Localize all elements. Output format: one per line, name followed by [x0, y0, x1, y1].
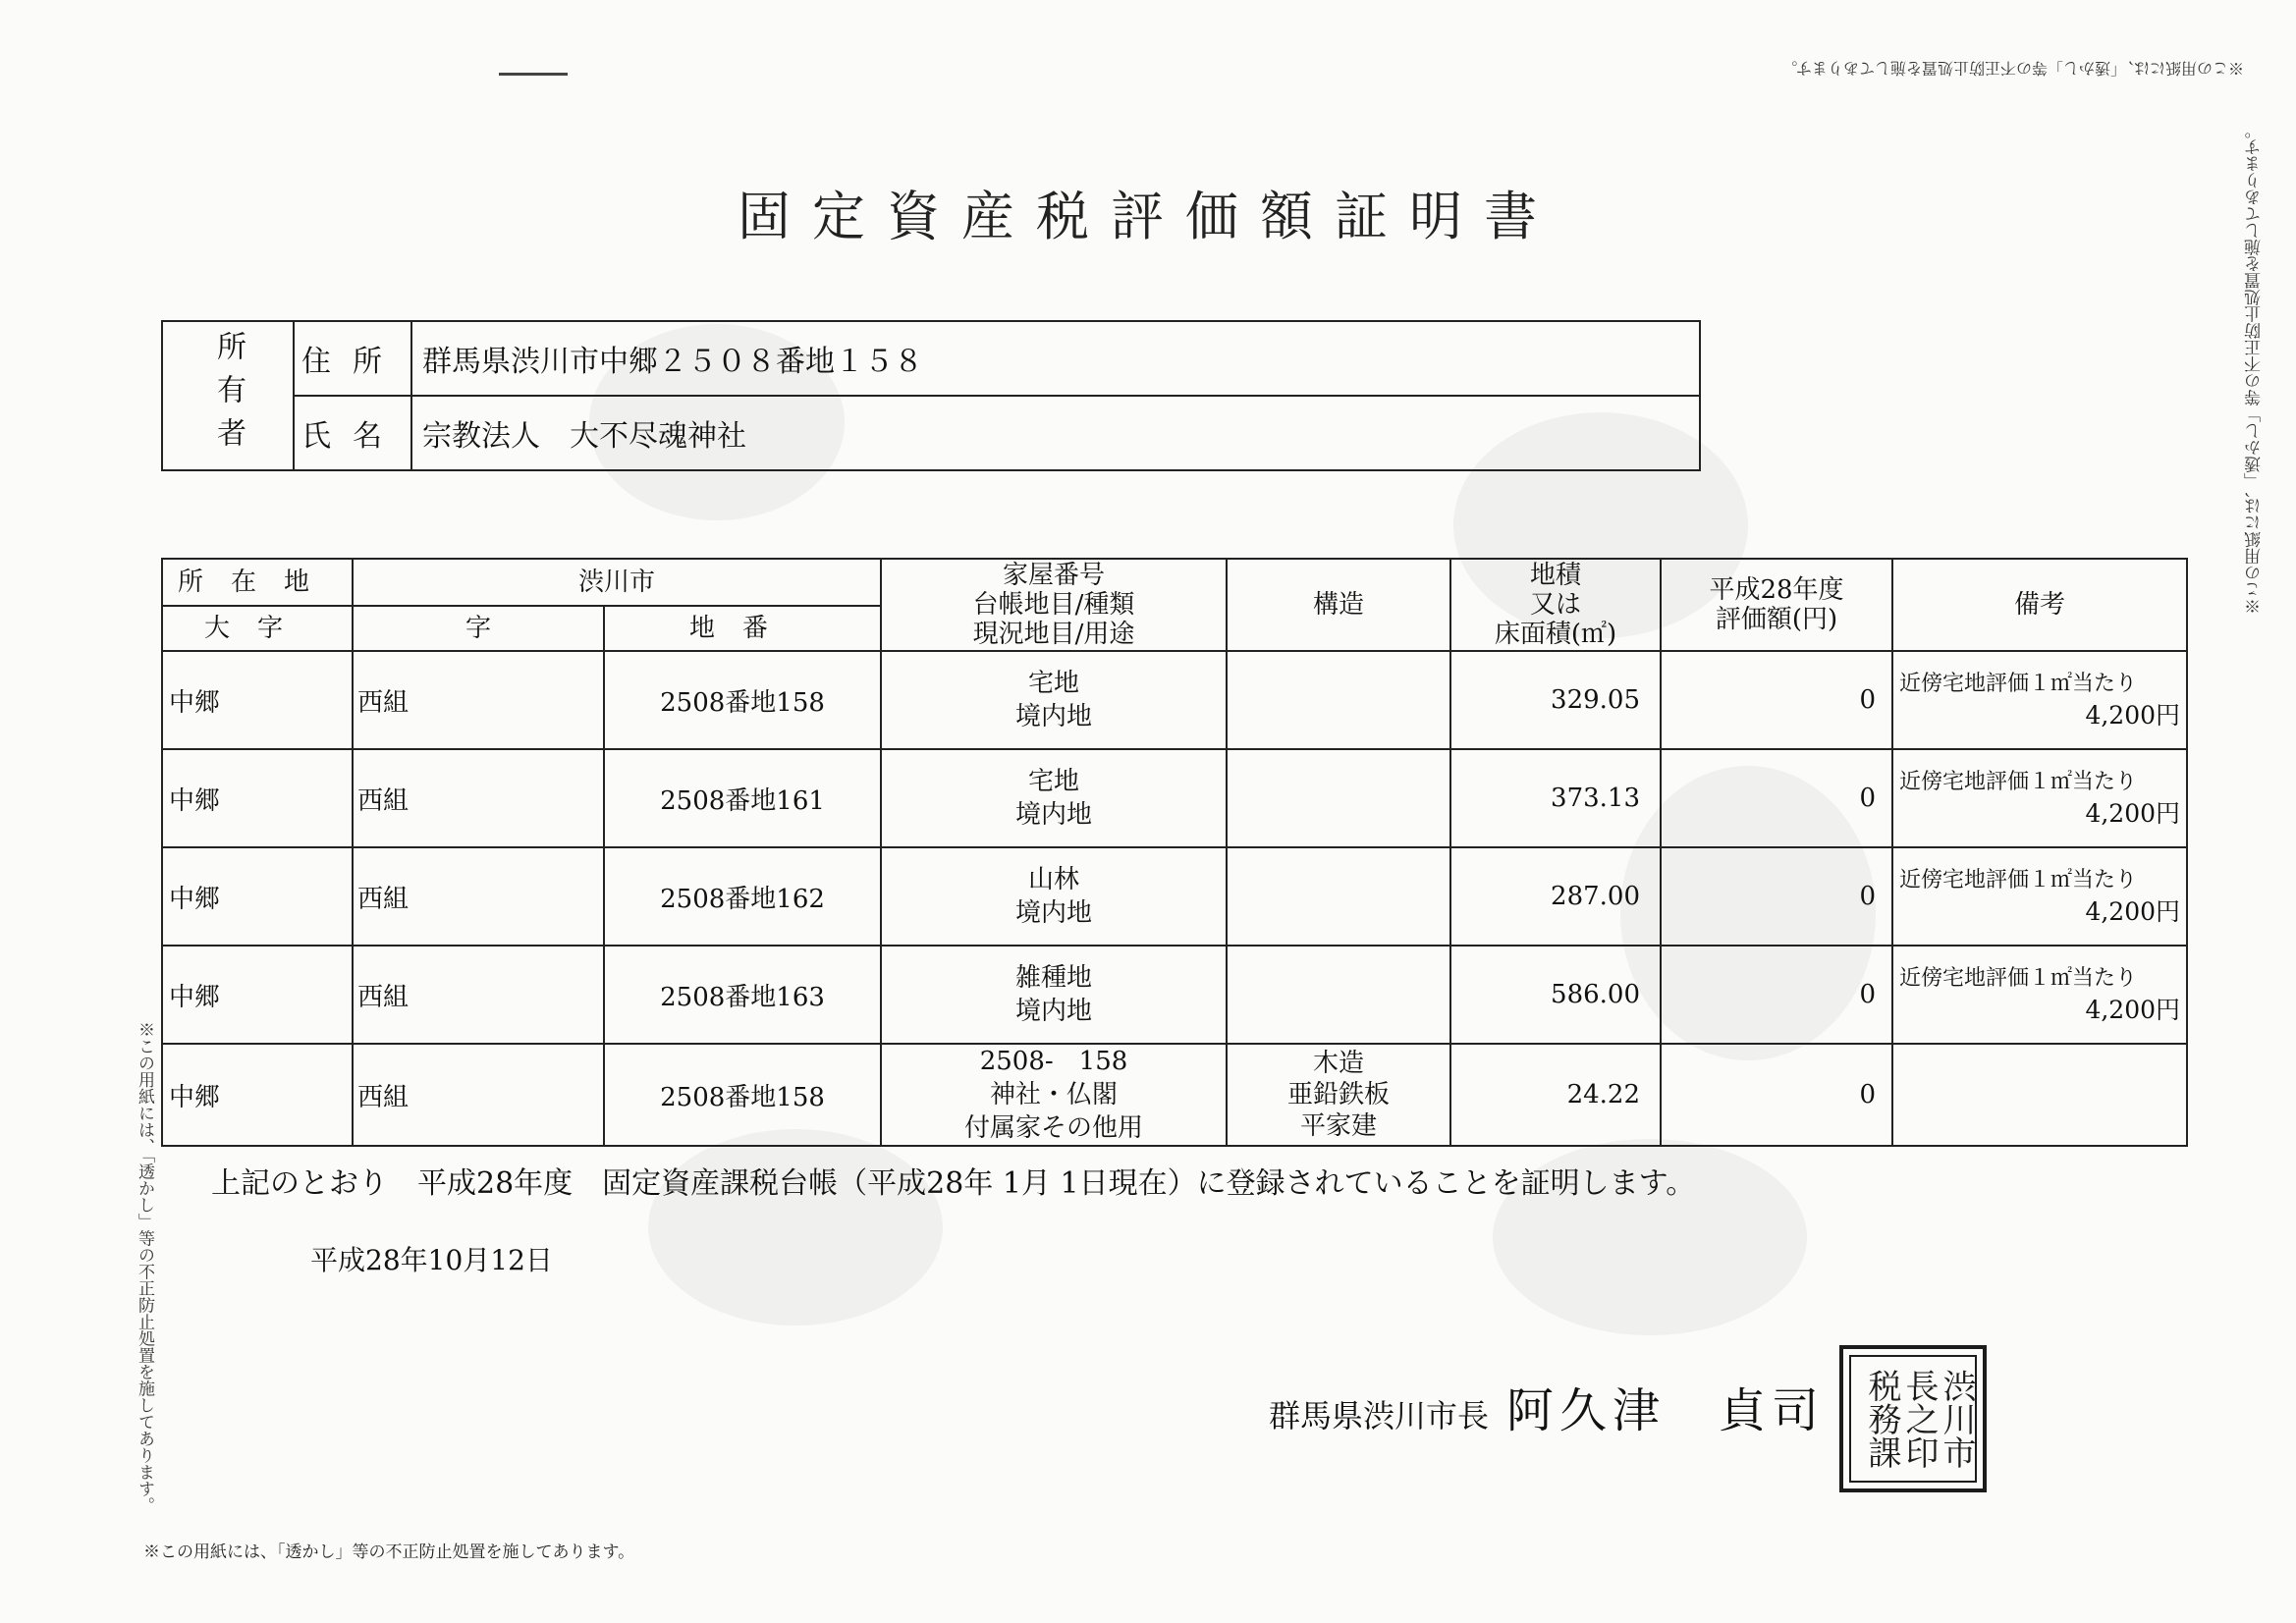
cell-kind	[881, 847, 1227, 946]
header-value	[1661, 559, 1892, 651]
header-area-line: 地積	[1530, 561, 1582, 590]
cell-value: 0	[1661, 651, 1892, 749]
owner-table	[161, 320, 1701, 471]
cell-structure-line: 木造	[1313, 1049, 1365, 1078]
header-aza: 字	[353, 606, 604, 651]
cell-remarks-line: 4,200円	[2085, 996, 2181, 1024]
header-value-line: 平成28年度	[1709, 575, 1844, 605]
header-kind-line: 家屋番号	[1003, 561, 1106, 590]
cell-area: 329.05	[1450, 651, 1661, 749]
side-note-left: ※この用紙には、「透かし」等の不正防止処置を施してあります。	[135, 1021, 154, 1514]
header-kind-line: 現況地目/用途	[972, 620, 1135, 649]
cell-remarks	[1892, 1044, 2187, 1146]
cell-remarks-line: 4,200円	[2085, 897, 2181, 926]
cell-kind-line: 宅地	[1028, 669, 1080, 698]
cell-lot: 2508番地163	[604, 946, 881, 1044]
document-title: 固定資産税評価額証明書	[738, 186, 1558, 247]
cell-kind-line: 雑種地	[1015, 963, 1093, 993]
cell-aza: 西組	[353, 946, 604, 1044]
cell-oaza: 中郷	[162, 1044, 353, 1146]
cell-aza: 西組	[353, 1044, 604, 1146]
cell-structure-line: 平家建	[1300, 1111, 1378, 1141]
name-label: 氏名	[294, 396, 411, 470]
certification-text: 上記のとおり 平成28年度 固定資産課税台帳（平成28年 1月 1日現在）に登録されていることを証明します。	[211, 1166, 1696, 1201]
cell-kind-line: 山林	[1028, 865, 1080, 894]
cell-lot: 2508番地158	[604, 1044, 881, 1146]
cell-kind	[881, 946, 1227, 1044]
cell-kind-line: 境内地	[1015, 800, 1093, 830]
cell-value: 0	[1661, 946, 1892, 1044]
cell-remarks-line: 近傍宅地評価１㎡当たり	[1899, 868, 2138, 893]
cell-remarks	[1892, 847, 2187, 946]
cell-oaza: 中郷	[162, 946, 353, 1044]
cell-lot: 2508番地161	[604, 749, 881, 847]
owner-head: 所有者	[162, 321, 294, 470]
cell-lot: 2508番地162	[604, 847, 881, 946]
header-area-line: 床面積(㎡)	[1494, 620, 1617, 649]
scan-mark	[499, 73, 568, 76]
footnote: ※この用紙には、「透かし」等の不正防止処置を施してあります。	[143, 1542, 635, 1562]
cell-kind	[881, 749, 1227, 847]
cell-kind-line: 2508- 158	[979, 1047, 1128, 1076]
cell-aza: 西組	[353, 651, 604, 749]
cell-value: 0	[1661, 847, 1892, 946]
cell-kind-line: 付属家その他用	[964, 1113, 1144, 1143]
cell-structure	[1227, 749, 1450, 847]
header-city: 渋川市	[353, 559, 881, 606]
cell-kind-line: 境内地	[1015, 702, 1093, 731]
cell-kind	[881, 651, 1227, 749]
cell-remarks-line: 近傍宅地評価１㎡当たり	[1899, 966, 2138, 991]
cell-kind-line: 境内地	[1015, 898, 1093, 928]
issue-date: 平成28年10月12日	[310, 1244, 553, 1276]
cell-area: 586.00	[1450, 946, 1661, 1044]
cell-remarks-line: 4,200円	[2085, 701, 2181, 730]
header-value-line: 評価額(円)	[1715, 605, 1838, 634]
table-row	[162, 1044, 2187, 1146]
cell-oaza: 中郷	[162, 749, 353, 847]
owner-name: 宗教法人 大不尽魂神社	[411, 396, 1700, 470]
header-remarks: 備考	[1892, 559, 2187, 651]
cell-lot: 2508番地158	[604, 651, 881, 749]
cell-kind-line: 境内地	[1015, 997, 1093, 1026]
cell-remarks-line: 4,200円	[2085, 799, 2181, 828]
issuer-name: 阿久津 貞司	[1506, 1383, 1826, 1438]
table-row	[162, 651, 2187, 749]
header-oaza: 大字	[162, 606, 353, 651]
seal-text: 渋川市長之印税務課	[1862, 1369, 1976, 1469]
cell-structure	[1227, 651, 1450, 749]
top-note: ※この用紙には、「透かし」等の不正防止処置を施してあります。	[1781, 59, 2244, 78]
cell-value: 0	[1661, 1044, 1892, 1146]
official-seal	[1839, 1345, 1987, 1492]
header-location: 所在地	[162, 559, 353, 606]
cell-kind-line: 神社・仏閣	[990, 1080, 1119, 1109]
cell-remarks	[1892, 946, 2187, 1044]
header-area-line: 又は	[1530, 590, 1582, 620]
cell-remarks-line: 近傍宅地評価１㎡当たり	[1899, 672, 2138, 696]
header-kind-line: 台帳地目/種類	[972, 590, 1135, 620]
issuer-title: 群馬県渋川市長	[1269, 1397, 1490, 1434]
header-lot: 地番	[604, 606, 881, 651]
cell-structure	[1227, 946, 1450, 1044]
table-row	[162, 749, 2187, 847]
cell-area: 287.00	[1450, 847, 1661, 946]
side-note-right: ※この用紙には、「透かし」等の不正防止処置を施してあります。	[2245, 122, 2265, 615]
header-kind	[881, 559, 1227, 651]
cell-structure	[1227, 1044, 1450, 1146]
header-area	[1450, 559, 1661, 651]
owner-address: 群馬県渋川市中郷２５０８番地１５８	[411, 321, 1700, 396]
cell-value: 0	[1661, 749, 1892, 847]
cell-oaza: 中郷	[162, 651, 353, 749]
cell-kind	[881, 1044, 1227, 1146]
header-structure: 構造	[1227, 559, 1450, 651]
cell-kind-line: 宅地	[1028, 767, 1080, 796]
table-row	[162, 946, 2187, 1044]
cell-area: 24.22	[1450, 1044, 1661, 1146]
cell-structure-line: 亜鉛鉄板	[1287, 1080, 1391, 1109]
cell-aza: 西組	[353, 749, 604, 847]
cell-remarks	[1892, 749, 2187, 847]
cell-remarks-line: 近傍宅地評価１㎡当たり	[1899, 770, 2138, 794]
cell-oaza: 中郷	[162, 847, 353, 946]
cell-area: 373.13	[1450, 749, 1661, 847]
cell-aza: 西組	[353, 847, 604, 946]
table-row	[162, 847, 2187, 946]
asset-table	[161, 558, 2188, 1147]
address-label: 住所	[294, 321, 411, 396]
cell-remarks	[1892, 651, 2187, 749]
issuer	[1269, 1373, 1825, 1440]
cell-structure	[1227, 847, 1450, 946]
